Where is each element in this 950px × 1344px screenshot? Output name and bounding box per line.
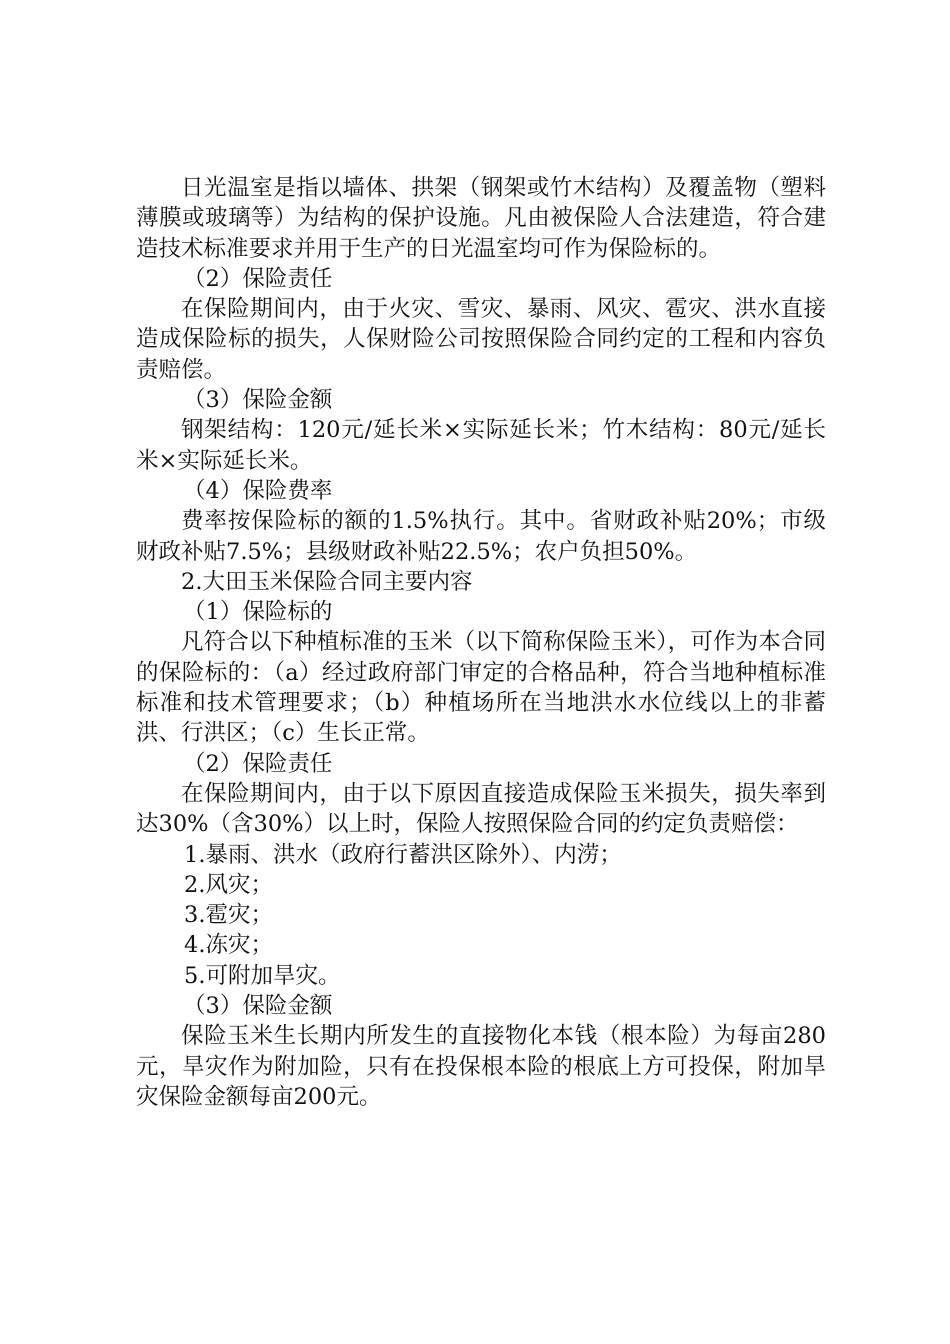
heading-insured-subject: （1）保险标的	[183, 599, 333, 626]
heading-corn-insured-amount: （3）保险金额	[183, 993, 333, 1020]
heading-corn-liability: （2）保险责任	[183, 750, 333, 777]
paragraph-greenhouse-definition: 日光温室是指以墙体、拱架（钢架或竹木结构）及覆盖物（塑料薄膜或玻璃等）为结构的保护设施。凡由被保险人合法建造，符合建造技术标准要求并用于生产的日光温室均可作为保险标的。	[136, 175, 826, 262]
paragraph-corn-liability: 在保险期间内，由于以下原因直接造成保险玉米损失，损失率到达30%（含30%）以上时，保险人按照保险合同的约定负责赔偿：	[136, 780, 826, 838]
heading-insured-amount: （3）保险金额	[183, 387, 333, 414]
document-body	[136, 173, 826, 1112]
paragraph-insurance-liability: 在保险期间内，由于火灾、雪灾、暴雨、风灾、雹灾、洪水直接造成保险标的损失，人保财险公司按照保险合同约定的工程和内容负责赔偿。	[136, 296, 826, 383]
paragraph-corn-insured-amount: 保险玉米生长期内所发生的直接物化本钱（根本险）为每亩280元，旱灾作为附加险，只有在投保根本险的根底上方可投保，附加旱灾保险金额每亩200元。	[136, 1023, 826, 1110]
list-item: 3.雹灾；	[184, 902, 273, 929]
list-item: 4.冻灾；	[184, 932, 273, 959]
paragraph-insured-amount: 钢架结构：120元/延长米×实际延长米；竹木结构：80元/延长米×实际延长米。	[136, 417, 826, 474]
list-item: 1.暴雨、洪水（政府行蓄洪区除外）、内涝；	[184, 841, 622, 868]
heading-insurance-liability: （2）保险责任	[183, 265, 333, 292]
list-item: 2.风灾；	[184, 871, 273, 898]
heading-corn-insurance: 2.大田玉米保险合同主要内容	[181, 568, 473, 595]
list-item: 5.可附加旱灾。	[184, 962, 341, 989]
paragraph-premium-rate: 费率按保险标的额的1.5%执行。其中。省财政补贴20%；市级财政补贴7.5%；县级财政补贴22.5%；农户负担50%。	[136, 508, 826, 565]
heading-premium-rate: （4）保险费率	[183, 477, 333, 504]
paragraph-insured-subject: 凡符合以下种植标准的玉米（以下简称保险玉米），可作为本合同的保险标的：（a）经过政府部门审定的合格品种，符合当地种植标准标准和技术管理要求；（b）种植场所在当地洪水水位线以上的非蓄洪、行洪区；（c）生长正常。	[136, 629, 826, 747]
